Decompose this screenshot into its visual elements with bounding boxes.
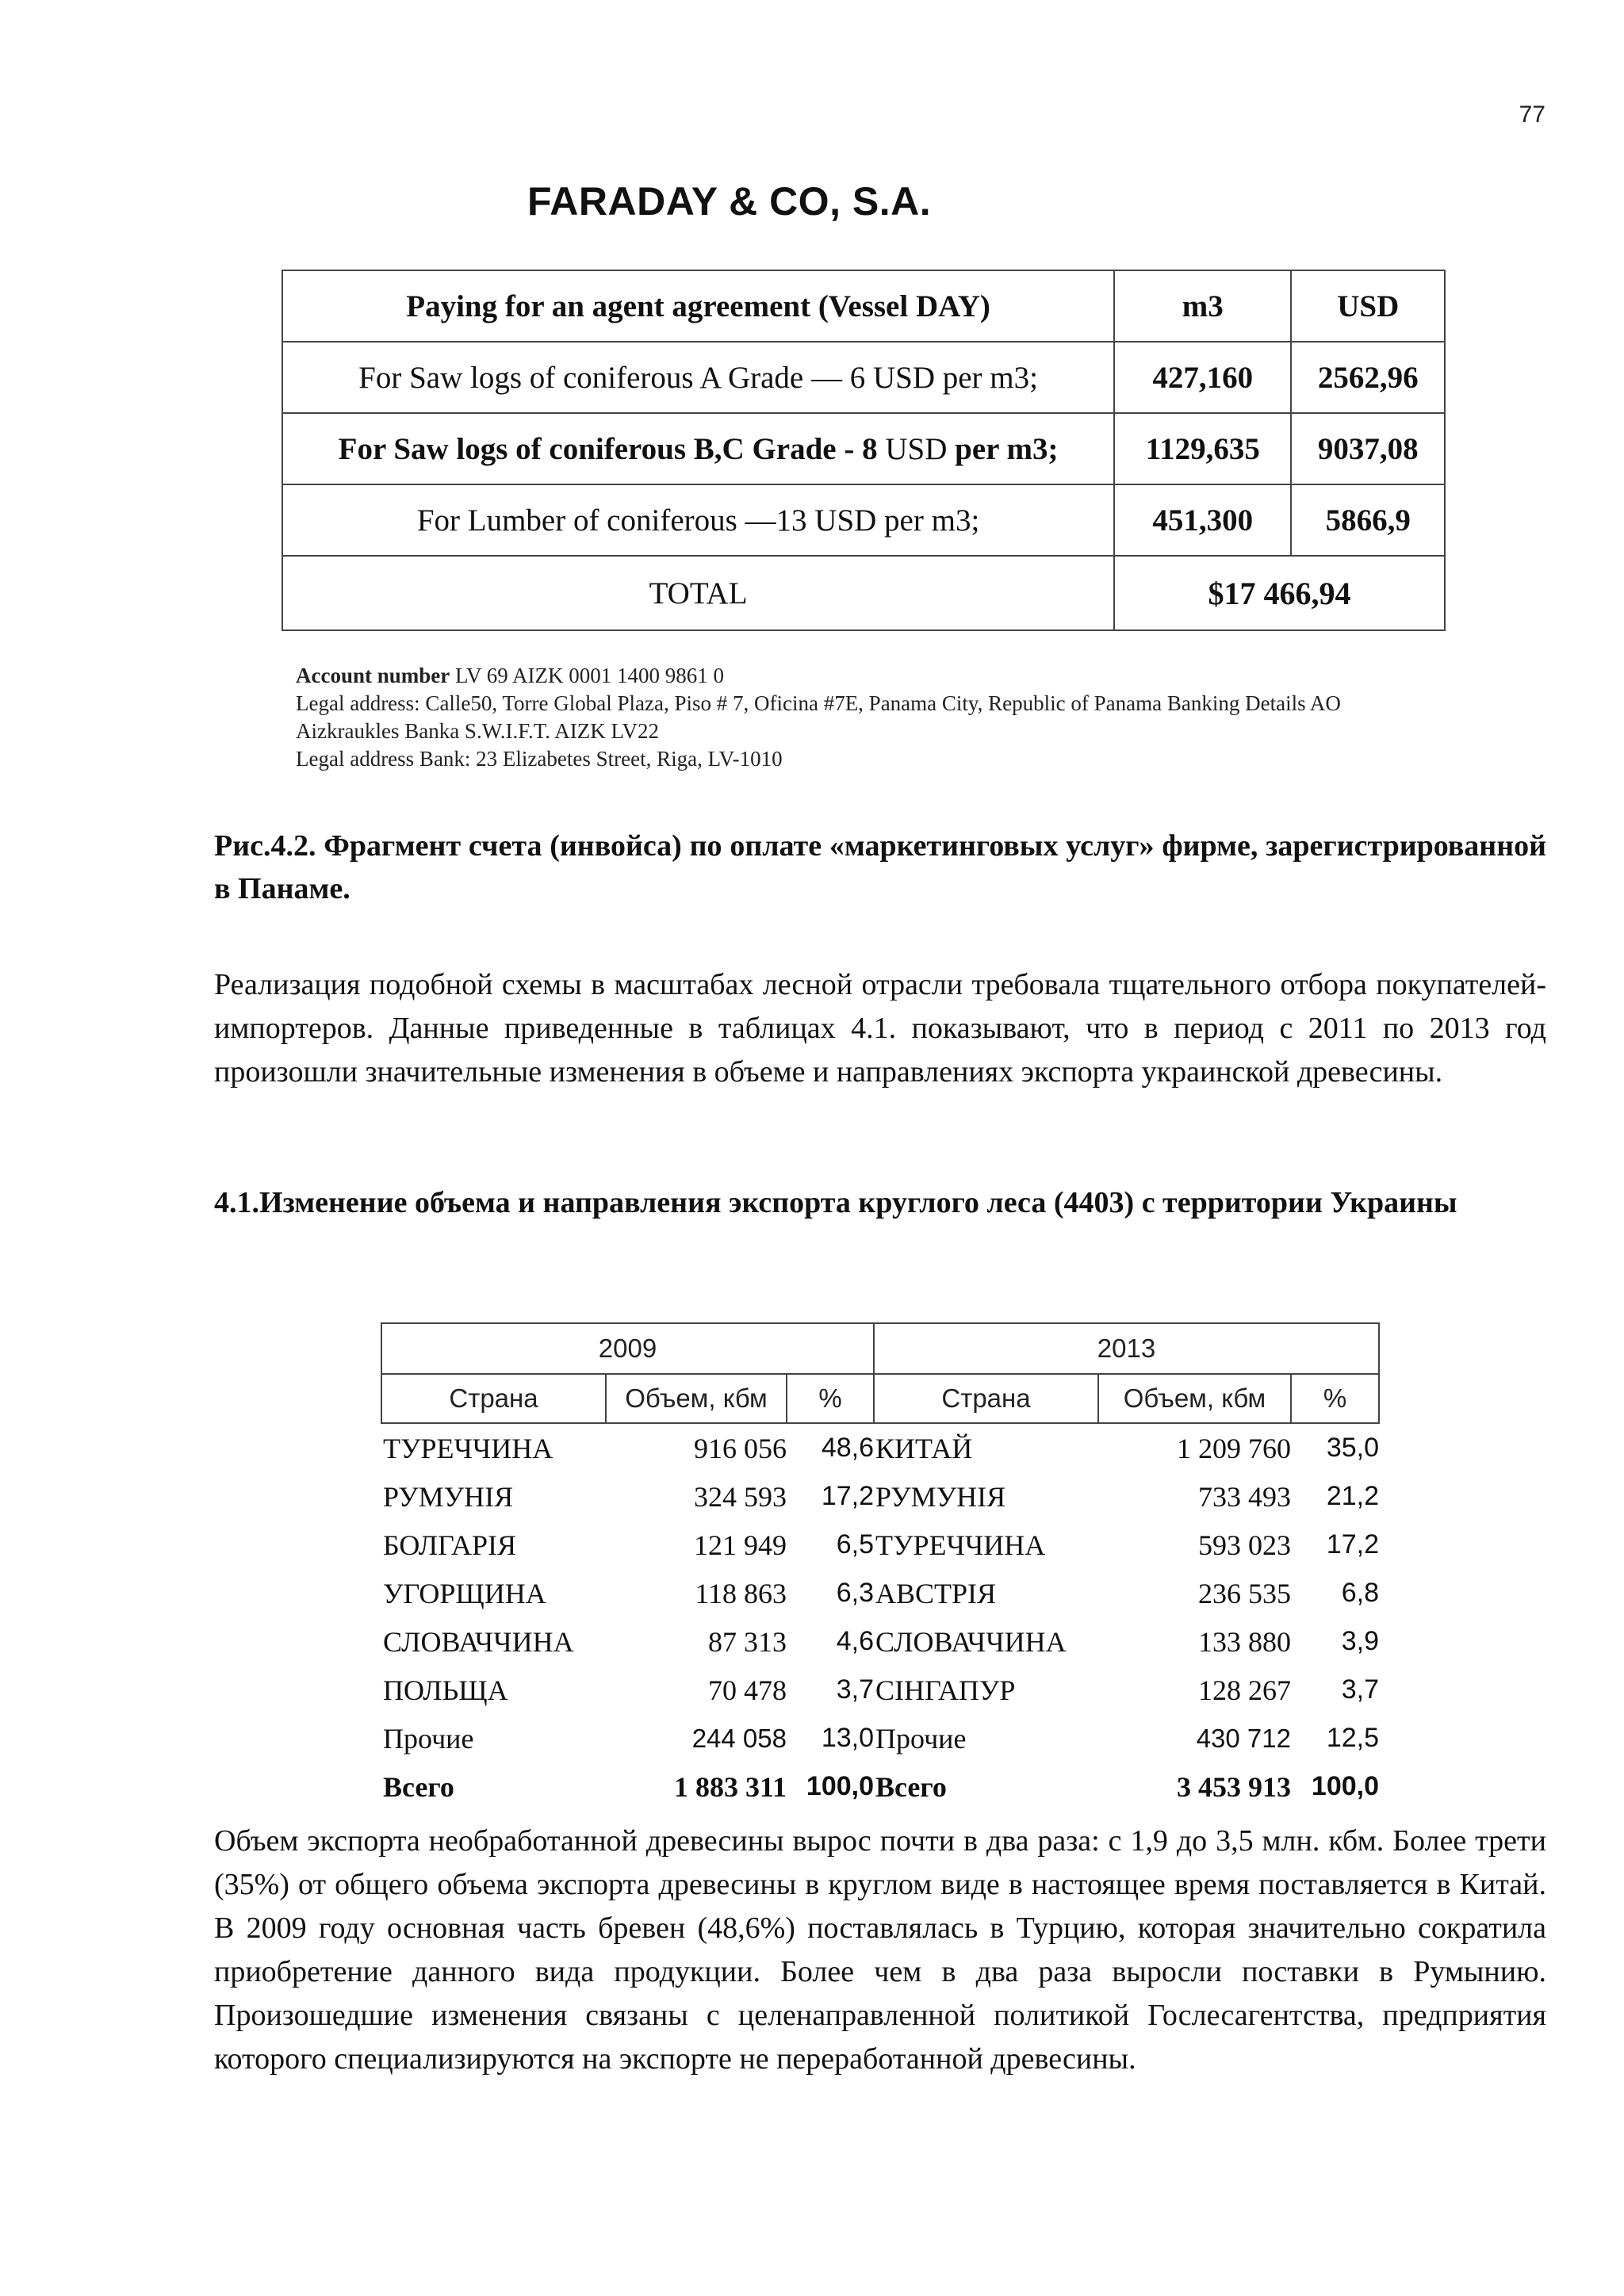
- figure-caption: Рис.4.2. Фрагмент счета (инвойса) по оплате «маркетинговых услуг» фирме, зарегистрированной в Панаме.: [214, 829, 1546, 905]
- volume-2013: 430 712: [1196, 1723, 1291, 1753]
- description-bold-part: per m3;: [947, 431, 1059, 466]
- paragraph: Реализация подобной схемы в масштабах лесной отрасли требовала тщательного отбора покупателей-импортеров. Данные приведенные в таблицах 4.1. показывают, что в период с 2011 по 2013 год произошли значительные изменения в объеме и направлениях экспорта украинской древесины.: [214, 968, 1546, 1089]
- table-row: [381, 1472, 1379, 1521]
- country-2009: Всего: [383, 1770, 454, 1803]
- invoice-row-m3: 427,160: [1114, 342, 1291, 413]
- col-country: Страна: [381, 1374, 606, 1423]
- country-2009: Прочие: [383, 1722, 474, 1755]
- invoice-header-usd: USD: [1291, 270, 1445, 342]
- table-total-row: [381, 1762, 1379, 1811]
- country-2013: Прочие: [875, 1722, 967, 1755]
- pct-2013: 6,8: [1341, 1578, 1379, 1608]
- col-pct: %: [1291, 1374, 1379, 1423]
- pct-2009: 4,6: [836, 1626, 874, 1656]
- invoice-row-m3: 1129,635: [1114, 413, 1291, 484]
- invoice-header-description: Paying for an agent agreement (Vessel DAY): [282, 270, 1114, 342]
- country-2009: СЛОВАЧЧИНА: [383, 1625, 574, 1658]
- table-row: [381, 1617, 1379, 1666]
- pct-2009: 6,3: [836, 1578, 874, 1608]
- volume-2013: 1 209 760: [1177, 1432, 1291, 1464]
- bank-address: Legal address Bank: 23 Elizabetes Street, Riga, LV-1010: [296, 747, 783, 771]
- year-header-right: 2013: [874, 1323, 1379, 1374]
- pct-2013: 3,9: [1341, 1626, 1379, 1656]
- invoice-table: [282, 270, 1446, 631]
- invoice-total-label: TOTAL: [282, 556, 1114, 630]
- pct-2013: 3,7: [1341, 1674, 1379, 1705]
- volume-2013: 128 267: [1198, 1674, 1291, 1706]
- invoice-header-m3: m3: [1114, 270, 1291, 342]
- volume-2013: 133 880: [1198, 1625, 1291, 1658]
- pct-2013: 17,2: [1326, 1529, 1379, 1559]
- invoice-row-usd: 2562,96: [1291, 342, 1445, 413]
- country-2013: РУМУНІЯ: [875, 1480, 1006, 1513]
- pct-2009: 100,0: [806, 1771, 874, 1801]
- table-row: [381, 1569, 1379, 1617]
- country-2009: ПОЛЬЩА: [383, 1674, 508, 1706]
- invoice-header-row: [282, 270, 1445, 342]
- pct-2013: 35,0: [1326, 1433, 1379, 1463]
- volume-2009: 1 883 311: [673, 1770, 787, 1803]
- pct-2009: 17,2: [821, 1481, 874, 1511]
- invoice-row-description: For Lumber of coniferous —13 USD per m3;: [282, 484, 1114, 556]
- account-details: [296, 662, 1501, 773]
- paragraph: Объем экспорта необработанной древесины вырос почти в два раза: с 1,9 до 3,5 млн. кбм. Более трети (35%) от общего объема экспорта древесины в круглом виде в настоящее время поставляется в Китай. В 2009 году основная часть бревен (48,6%) поставлялась в Турцию, которая значительно сократила приобретение данного вида продукции. Более чем в два раза выросли поставки в Румынию. Произошедшие изменения связаны с целенаправленной политикой Гослесагентства, предприятия которого специализируются на экспорте не переработанной древесины.: [214, 1824, 1546, 2076]
- volume-2013: 236 535: [1198, 1577, 1291, 1609]
- table-row: [381, 1666, 1379, 1714]
- volume-2009: 70 478: [708, 1674, 787, 1706]
- legal-address: Legal address: Calle50, Torre Global Plaza, Piso # 7, Oficina #7E, Panama City, Republic of Panama Banking Details AO: [296, 691, 1341, 715]
- account-label: Account number: [296, 664, 450, 687]
- year-header-row: [381, 1323, 1379, 1374]
- pct-2009: 6,5: [836, 1529, 874, 1559]
- volume-2009: 87 313: [708, 1625, 787, 1658]
- country-2009: ТУРЕЧЧИНА: [383, 1432, 553, 1464]
- table-title: 4.1.Изменение объема и направления экспорта круглого леса (4403) с территории Украины: [214, 1186, 1457, 1219]
- invoice-total-row: [282, 556, 1445, 630]
- invoice-total-value: $17 466,94: [1114, 556, 1445, 630]
- volume-2009: 324 593: [694, 1480, 787, 1513]
- country-2013: КИТАЙ: [875, 1432, 973, 1464]
- country-2009: РУМУНІЯ: [383, 1480, 514, 1513]
- export-table: [381, 1322, 1380, 1811]
- invoice-row: [282, 342, 1445, 413]
- volume-2009: 121 949: [694, 1529, 787, 1561]
- description-bold-part: For Saw logs of coniferous B,C Grade - 8: [338, 431, 886, 466]
- pct-2009: 48,6: [821, 1433, 874, 1463]
- invoice-row-usd: 5866,9: [1291, 484, 1445, 556]
- country-2013: Всего: [875, 1770, 947, 1803]
- country-2013: АВСТРІЯ: [875, 1577, 997, 1609]
- bank-line: Aizkraukles Banka S.W.I.F.T. AIZK LV22: [296, 719, 660, 743]
- country-2013: СІНГАПУР: [875, 1674, 1016, 1706]
- volume-2009: 916 056: [694, 1432, 787, 1464]
- col-pct: %: [787, 1374, 874, 1423]
- pct-2013: 21,2: [1326, 1481, 1379, 1511]
- volume-2009: 244 058: [691, 1723, 787, 1753]
- country-2009: УГОРЩИНА: [383, 1577, 546, 1609]
- company-name: FARADAY & CO, S.A.: [527, 179, 932, 224]
- volume-2013: 593 023: [1198, 1529, 1291, 1561]
- account-number-line: [296, 662, 1501, 690]
- country-2013: ТУРЕЧЧИНА: [875, 1529, 1046, 1561]
- invoice-row-m3: 451,300: [1114, 484, 1291, 556]
- country-2013: СЛОВАЧЧИНА: [875, 1625, 1067, 1658]
- col-volume: Объем, кбм: [606, 1374, 787, 1423]
- page-number: 77: [1519, 101, 1545, 128]
- col-country: Страна: [874, 1374, 1098, 1423]
- pct-2013: 100,0: [1311, 1771, 1379, 1801]
- table-row: [381, 1521, 1379, 1569]
- pct-2009: 3,7: [836, 1674, 874, 1705]
- account-number: LV 69 AIZK 0001 1400 9861 0: [455, 664, 725, 687]
- col-volume: Объем, кбм: [1098, 1374, 1291, 1423]
- pct-2009: 13,0: [821, 1723, 874, 1753]
- column-header-row: [381, 1374, 1379, 1423]
- year-header-left: 2009: [381, 1323, 874, 1374]
- description-normal-part: USD: [885, 431, 948, 466]
- volume-2013: 3 453 913: [1177, 1770, 1291, 1803]
- invoice-row-description: For Saw logs of coniferous A Grade — 6 USD per m3;: [282, 342, 1114, 413]
- invoice-row: [282, 413, 1445, 484]
- invoice-row-description: [282, 413, 1114, 484]
- table-row: [381, 1714, 1379, 1762]
- country-2009: БОЛГАРІЯ: [383, 1529, 516, 1561]
- invoice-row: [282, 484, 1445, 556]
- invoice-row-usd: 9037,08: [1291, 413, 1445, 484]
- volume-2013: 733 493: [1198, 1480, 1291, 1513]
- volume-2009: 118 863: [695, 1577, 787, 1609]
- pct-2013: 12,5: [1326, 1723, 1379, 1753]
- table-row: [381, 1423, 1379, 1472]
